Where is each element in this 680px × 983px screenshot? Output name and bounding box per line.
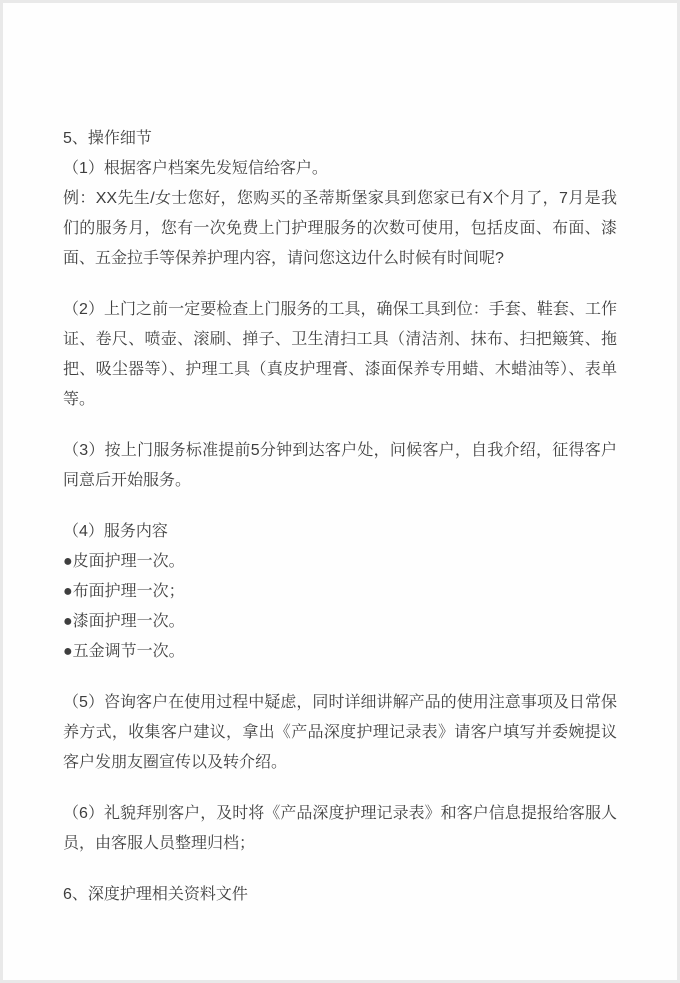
section-heading: 6、深度护理相关资料文件 [63, 886, 248, 903]
numbered-item-1: （1）根据客户档案先发短信给客户。 [63, 160, 328, 177]
section-6-block [63, 880, 617, 910]
section-5-block [63, 124, 617, 274]
numbered-item-6: （6）礼貌拜别客户，及时将《产品深度护理记录表》和客户信息提报给客服人员，由客服人员整理归档； [63, 805, 617, 852]
numbered-item-3: （3）按上门服务标准提前5分钟到达客户处，问候客户，自我介绍，征得客户同意后开始服务。 [63, 442, 617, 489]
document-page [3, 3, 677, 980]
section-heading: 5、操作细节 [63, 130, 152, 147]
numbered-item-6-block [63, 799, 617, 859]
numbered-item-2-block [63, 295, 617, 415]
numbered-item-3-block [63, 436, 617, 496]
numbered-item-4-block [63, 517, 617, 667]
numbered-item-2: （2）上门之前一定要检查上门服务的工具，确保工具到位：手套、鞋套、工作证、卷尺、喷壶、滚刷、掸子、卫生清扫工具（清洁剂、抹布、扫把簸箕、拖把、吸尘器等）、护理工具（真皮护理膏、漆面保养专用蜡、木蜡油等）、表单等。 [63, 301, 617, 408]
numbered-item-4: （4）服务内容 [63, 523, 168, 540]
bullet-item-fabric: ●布面护理一次； [63, 583, 185, 600]
bullet-item-leather: ●皮面护理一次。 [63, 553, 185, 570]
bullet-item-lacquer: ●漆面护理一次。 [63, 613, 185, 630]
bullet-item-hardware: ●五金调节一次。 [63, 643, 185, 660]
example-paragraph: 例：XX先生/女士您好，您购买的圣蒂斯堡家具到您家已有X个月了，7月是我们的服务月，您有一次免费上门护理服务的次数可使用，包括皮面、布面、漆面、五金拉手等保养护理内容，请问您这边什么时候有时间呢? [63, 190, 617, 267]
numbered-item-5: （5）咨询客户在使用过程中疑虑，同时详细讲解产品的使用注意事项及日常保养方式，收集客户建议，拿出《产品深度护理记录表》请客户填写并委婉提议客户发朋友圈宣传以及转介绍。 [63, 694, 617, 771]
numbered-item-5-block [63, 688, 617, 778]
document-content [3, 3, 677, 910]
